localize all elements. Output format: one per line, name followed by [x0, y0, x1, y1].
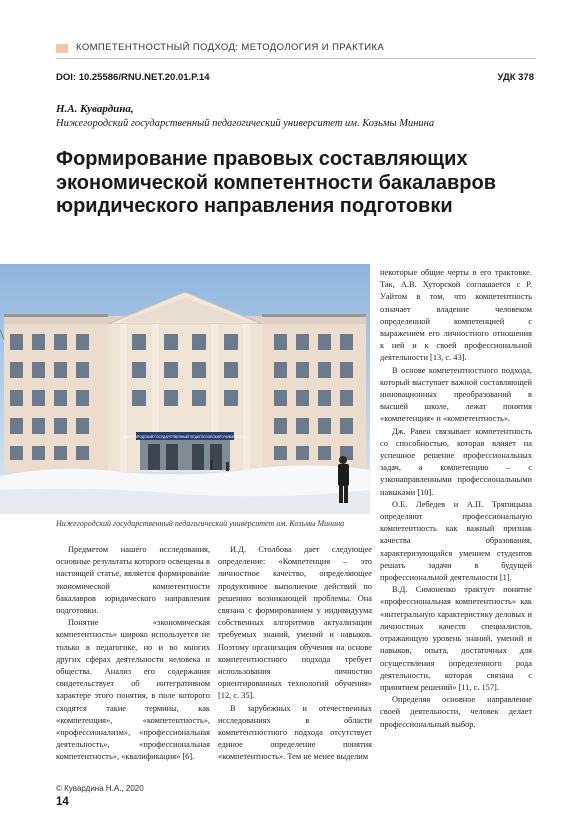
paragraph: некоторые общие черты в его трактовке. Так, А.В. Хуторской соглашается с Р. Уайтом в том, что компетентность означает владение человеком определенной компетенцией с выражением его личностного отношения к ней и к своей профессиональной деятельности [13, с. 43]. [380, 268, 532, 363]
paragraph: Предметом нашего исследования, основные результаты которого освещены в настоящей статье, является формирование экономической компетентности бакалавров юридического направления подготовки. [56, 545, 210, 616]
body-column-2 [218, 544, 372, 764]
paragraph: О.Е. Лебедев и А.П. Тряпицына определяют профессиональную компетентность как важный признак качества образования, характеризующийся умением студентов решать задачи в будущей профессиональной деятельности [1]. [380, 499, 532, 583]
paragraph: Определяя основное направление своей деятельности, человек делает профессиональный выбор. [380, 695, 532, 729]
author-name: Н.А. Кувардина, [56, 103, 134, 115]
photo-caption: Нижегородский государственный педагогический университет им. Козьмы Минина [56, 519, 345, 528]
section-header-tab [56, 44, 68, 53]
body-column-1 [56, 544, 210, 764]
building-sign: НИЖЕГОРОДСКИЙ ГОСУДАРСТВЕННЫЙ ПЕДАГОГИЧЕСКИЙ УНИВЕРСИТЕТ [122, 435, 248, 439]
paragraph: В.Д. Симоненко трактует понятие «профессиональная компетентность» как «интегральную характеристику деловых и личностных качеств специалистов, отражающую уровень знаний, умений и навыков, опыта, достаточных для осуществления определенного рода деятельности, которая связана с принятием решений» [11, с. 157]. [380, 585, 532, 692]
doi: DOI: 10.25586/RNU.NET.20.01.P.14 [56, 72, 210, 83]
section-header: КОМПЕТЕНТНОСТНЫЙ ПОДХОД: МЕТОДОЛОГИЯ И ПРАКТИКА [76, 42, 385, 53]
paragraph: Понятие «экономическая компетентность» широко используется не только в педагогике, но и во многих других сферах деятельности человека и общества. Анализ его содержания свидетельствует об интегративном характере этого понятия, в поле которого сходятся такие термины, как «компетенция», «компетентность», «профессионализм», «профессиональная деятельность», «профессиональная компетентность», «квалификация» [6]. [56, 618, 210, 762]
article-title: Формирование правовых составляющих экономической компетентности бакалавров юридического направления подготовки [56, 148, 497, 217]
copyright: © Кувардина Н.А., 2020 [56, 784, 144, 793]
paragraph: Дж. Равен связывает компетентность со способностью, которая влияет на успешное решение профессиональных задач, а компетенцию – с узконаправленными профессиональными навыками [10]. [380, 426, 532, 497]
author-affiliation: Нижегородский государственный педагогический университет им. Козьмы Минина [56, 118, 435, 129]
header-rule [56, 58, 536, 59]
paragraph: И.Д. Столбова дает следующее определение: «Компетенция – это личностное качество, определяющее продуктивное выполнение действий по решению возникающей проблемы. Она связана с формированием у индивидуума собственных алгоритмов актуализации требуемых знаний, умений и навыков. Поэтому организация обучения на основе компетентностного подхода требует использования личностно ориентированных технологий обучения» [12, с. 35]. [218, 545, 372, 701]
body-column-3 [380, 267, 532, 731]
paragraph: В зарубежных и отечественных исследованиях в области компетентностного подхода отсутствует единое определение понятия «компетентность». Тем не менее выделим [218, 703, 372, 762]
page-number: 14 [56, 796, 69, 808]
paragraph: В основе компетентностного подхода, который выступает важной составляющей инновационных преобразований в высшей школе, лежат понятия «компетенция» и «компетентность». [380, 365, 532, 424]
udk: УДК 378 [497, 72, 534, 83]
university-photo [0, 264, 370, 514]
